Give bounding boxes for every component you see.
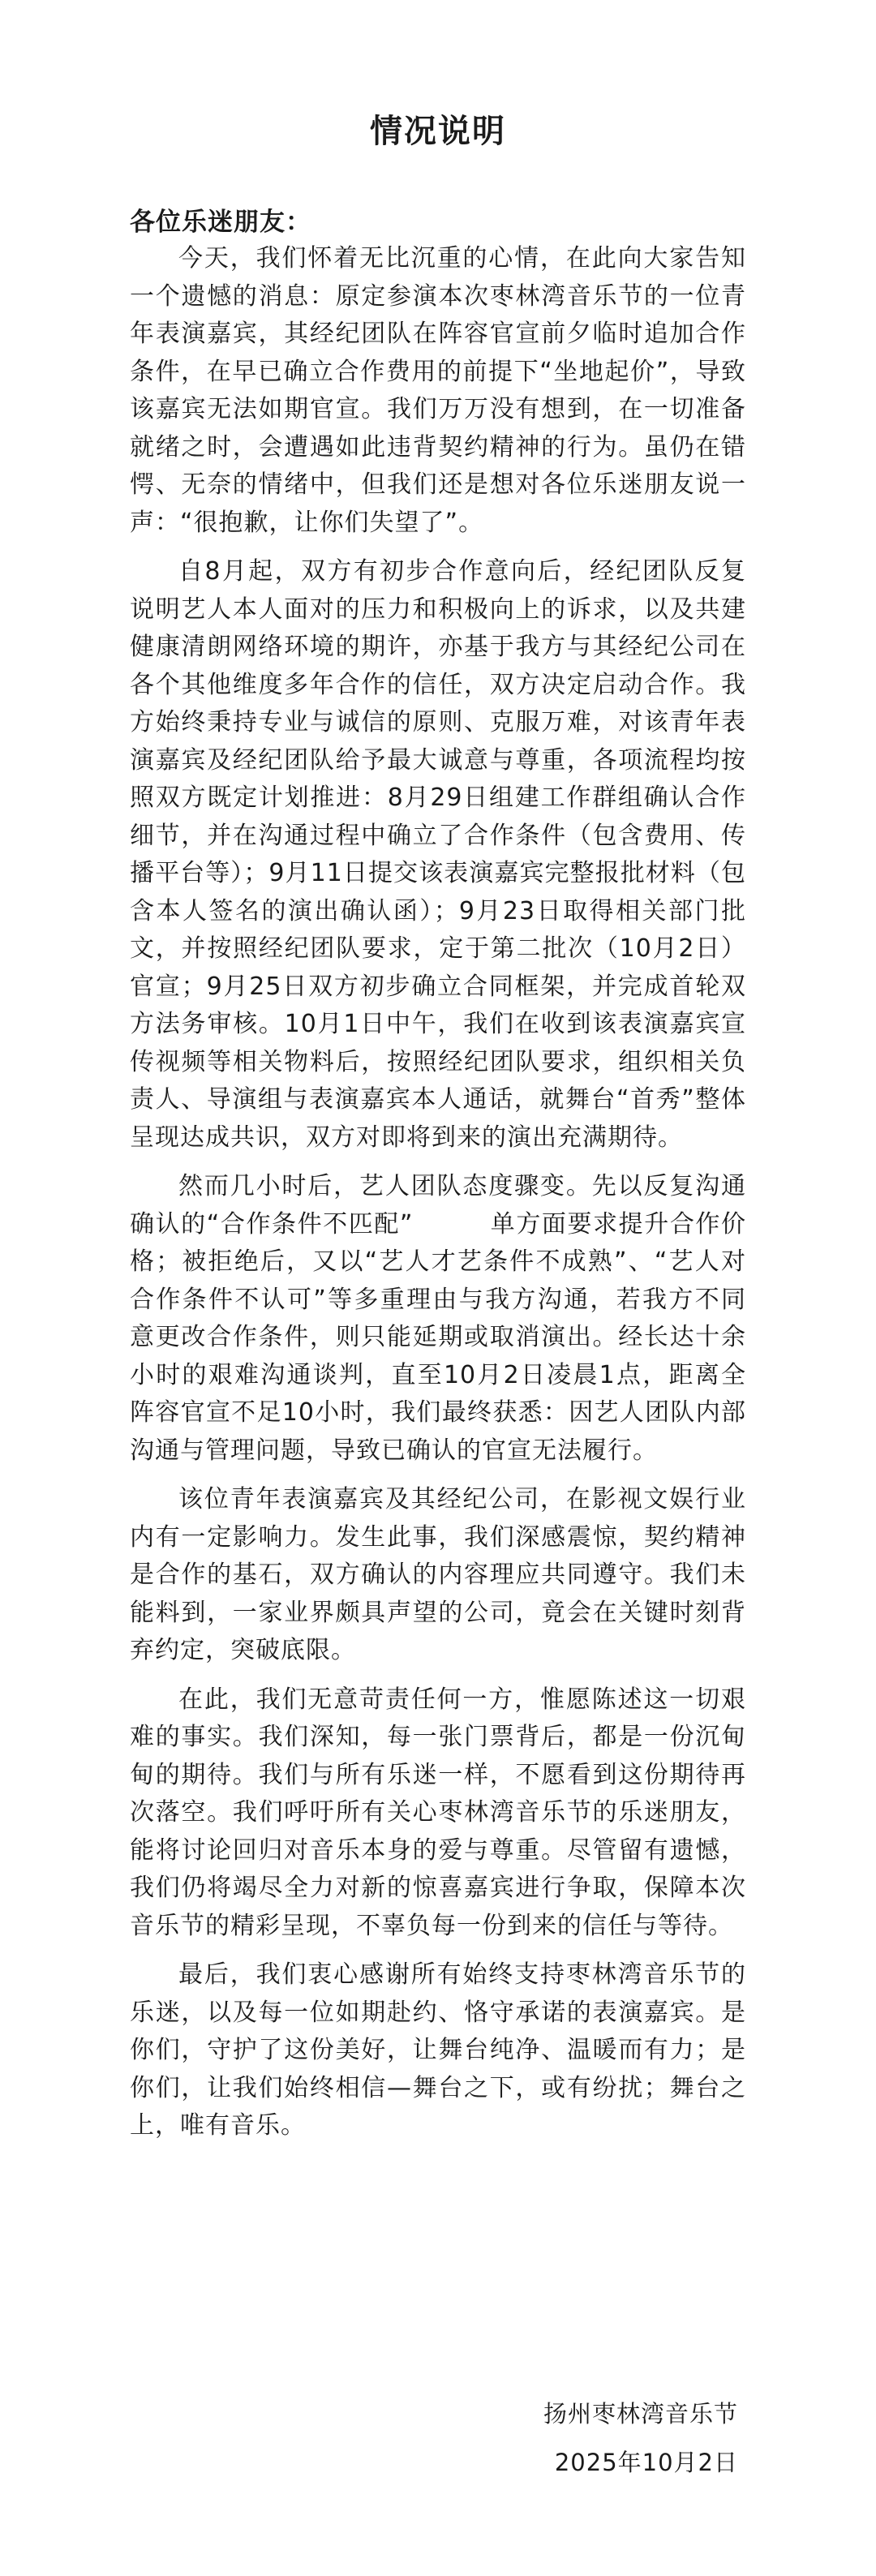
paragraph-thanks: 最后，我们衷心感谢所有始终支持枣林湾音乐节的乐迷，以及每一位如期赴约、恪守承诺的表演嘉宾。是你们，守护了这份美好，让舞台纯净、温暖而有力；是你们，让我们始终相信—舞台之下，或有纷扰；舞台之上，唯有音乐。 xyxy=(130,1960,746,2140)
paragraph-incident: 然而几小时后，艺人团队态度骤变。先以反复沟通确认的“合作条件不匹配” 单方面要求提升合作价格；被拒绝后，又以“艺人才艺条件不成熟”、“艺人对合作条件不认可”等多重理由与我方沟通，若我方不同意更改合作条件，则只能延期或取消演出。经长达十余小时的艰难沟通谈判，直至10月2日凌晨1点，距离全阵容官宣不足10小时，我们最终获悉：因艺人团队内部沟通与管理问题，导致已确认的官宣无法履行。 xyxy=(130,1172,746,1465)
signature-date: 2025年10月2日 xyxy=(554,2449,738,2476)
paragraph-appeal: 在此，我们无意苛责任何一方，惟愿陈述这一切艰难的事实。我们深知，每一张门票背后，都是一份沉甸甸的期待。我们与所有乐迷一样，不愿看到这份期待再次落空。我们呼吁所有关心枣林湾音乐节的乐迷朋友，能将讨论回归对音乐本身的爱与尊重。尽管留有遗憾，我们仍将竭尽全力对新的惊喜嘉宾进行争取，保障本次音乐节的精彩呈现，不辜负每一份到来的信任与等待。 xyxy=(130,1685,746,1940)
document-body xyxy=(130,240,746,2157)
greeting: 各位乐迷朋友： xyxy=(130,208,311,237)
paragraph-timeline: 自8月起，双方有初步合作意向后，经纪团队反复说明艺人本人面对的压力和积极向上的诉求，以及共建健康清朗网络环境的期许，亦基于我方与其经纪公司在各个其他维度多年合作的信任，双方决定启动合作。我方始终秉持专业与诚信的原则、克服万难，对该青年表演嘉宾及经纪团队给予最大诚意与尊重，各项流程均按照双方既定计划推进：8月29日组建工作群组确认合作细节，并在沟通过程中确立了合作条件（包含费用、传播平台等）；9月11日提交该表演嘉宾完整报批材料（包含本人签名的演出确认函）；9月23日取得相关部门批文，并按照经纪团队要求，定于第二批次（10月2日）官宣；9月25日双方初步确立合同框架，并完成首轮双方法务审核。10月1日中午，我们在收到该表演嘉宾宣传视频等相关物料后，按照经纪团队要求，组织相关负责人、导演组与表演嘉宾本人通话，就舞台“首秀”整体呈现达成共识，双方对即将到来的演出充满期待。 xyxy=(130,557,746,1152)
paragraph-announcement: 今天，我们怀着无比沉重的心情，在此向大家告知一个遗憾的消息：原定参演本次枣林湾音乐节的一位青年表演嘉宾，其经纪团队在阵容官宣前夕临时追加合作条件，在早已确立合作费用的前提下“坐地起价”，导致该嘉宾无法如期官宣。我们万万没有想到，在一切准备就绪之时，会遭遇如此违背契约精神的行为。虽仍在错愕、无奈的情绪中，但我们还是想对各位乐迷朋友说一声：“很抱歉，让你们失望了”。 xyxy=(130,244,746,537)
document-title: 情况说明 xyxy=(370,113,506,150)
paragraph-reaction: 该位青年表演嘉宾及其经纪公司，在影视文娱行业内有一定影响力。发生此事，我们深感震惊，契约精神是合作的基石，双方确认的内容理应共同遵守。我们未能料到，一家业界颇具声望的公司，竟会在关键时刻背弃约定，突破底限。 xyxy=(130,1485,746,1664)
signature-org: 扬州枣林湾音乐节 xyxy=(543,2400,738,2428)
signature-block xyxy=(543,2389,738,2487)
